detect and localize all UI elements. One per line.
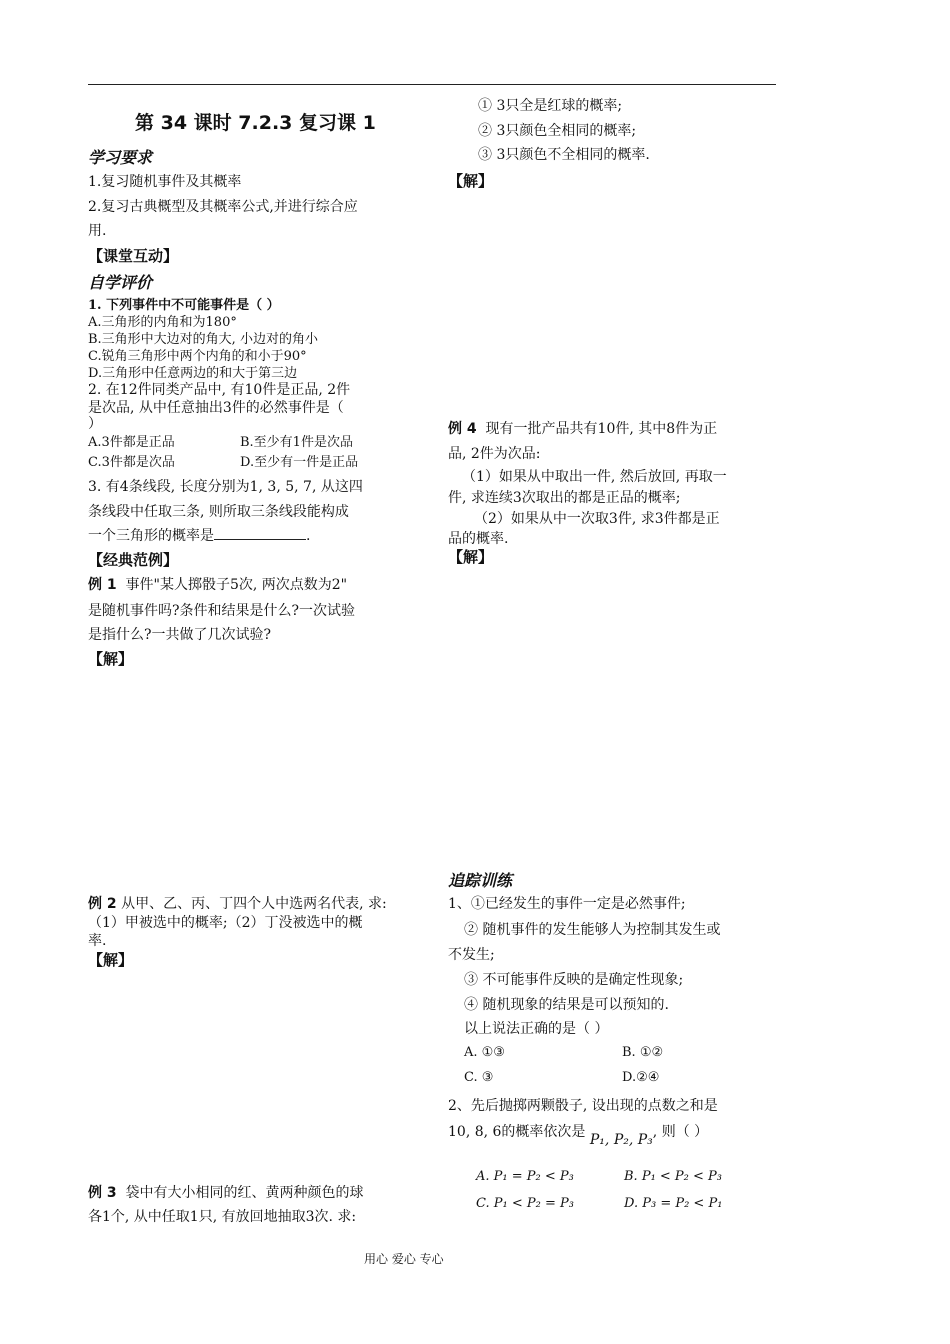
tracking-p2-line-with-vars: 10, 8, 6的概率依次是 P₁, P₂, P₃, 则（ ）	[448, 1124, 709, 1148]
self-eval-heading: 自学评价	[88, 273, 153, 292]
ex4-line: （1）如果从中取出一件, 然后放回, 再取一	[462, 469, 727, 485]
page-title: 第 34 课时 7.2.3 复习课 1	[135, 112, 376, 134]
probability-vars: P₁, P₂, P₃	[589, 1132, 653, 1148]
ex4-line: 品, 2件为次品:	[448, 446, 541, 462]
tracking-p2-line: 2、先后抛掷两颗骰子, 设出现的点数之和是	[448, 1098, 718, 1114]
requirement-item: 2.复习古典概型及其概率公式,并进行综合应	[88, 199, 358, 215]
ex3-line: 各1个, 从中任取1只, 有放回地抽取3次. 求:	[88, 1209, 357, 1225]
tracking-p1-option: C. ③	[464, 1070, 494, 1085]
q1-option: D.三角形中任意两边的和大于第三边	[88, 366, 298, 381]
ex4-line: 件, 求连续3次取出的都是正品的概率;	[448, 490, 681, 506]
q2-stem: 2. 在12件同类产品中, 有10件是正品, 2件	[88, 382, 351, 398]
ex4-line: （2）如果从中一次取3件, 求3件都是正	[474, 511, 720, 527]
ex3-label: 例 3	[88, 1185, 117, 1201]
tracking-p2-option: C. P₁ < P₂ = P₃	[476, 1196, 574, 1211]
tracking-p1-line: 不发生;	[448, 947, 495, 963]
ex1-line: 是指什么?一共做了几次试验?	[88, 627, 272, 643]
page-footer: 用心 爱心 专心	[364, 1252, 444, 1266]
q2-stem: ）	[88, 416, 102, 432]
ex4-label: 例 4	[448, 421, 477, 437]
tracking-p2-option: D. P₃ = P₂ < P₁	[624, 1196, 723, 1211]
ex2-line: 例 2 从甲、乙、丙、丁四个人中选两名代表, 求:	[88, 896, 387, 912]
ex3-line: 例 3 袋中有大小相同的红、黄两种颜色的球	[88, 1185, 364, 1201]
ex2-label: 例 2	[88, 896, 117, 912]
tracking-p1-option: B. ①②	[622, 1045, 664, 1060]
q1-stem: 1. 下列事件中不可能事件是（ ）	[88, 298, 280, 313]
tracking-p2-option: A. P₁ = P₂ < P₃	[476, 1169, 574, 1184]
ex4-line: 品的概率.	[448, 531, 509, 547]
solution-label: 【解】	[448, 172, 494, 190]
ex2-line: 率.	[88, 933, 107, 949]
ex2-line: （1）甲被选中的概率;（2）丁没被选中的概	[88, 915, 363, 931]
q2-option: D.至少有一件是正品	[240, 455, 359, 470]
q1-option: C.锐角三角形中两个内角的和小于90°	[88, 349, 307, 364]
q1-option: A.三角形的内角和为180°	[88, 315, 237, 330]
q2-option: A.3件都是正品	[88, 435, 175, 450]
ex1-line: 例 1 事件"某人掷骰子5次, 两次点数为2"	[88, 577, 348, 593]
solution-label: 【解】	[448, 548, 494, 566]
q3-line: 一个三角形的概率是	[88, 528, 214, 544]
q2-option: B.至少有1件是次品	[240, 435, 353, 450]
requirement-item: 用.	[88, 223, 107, 239]
tracking-heading: 追踪训练	[448, 871, 513, 890]
requirement-item: 1.复习随机事件及其概率	[88, 174, 242, 190]
tracking-p1-line: ④ 随机现象的结果是可以预知的.	[464, 997, 669, 1013]
header-rule	[88, 84, 776, 85]
tracking-p1-option: A. ①③	[464, 1045, 505, 1060]
ex1-label: 例 1	[88, 577, 117, 593]
tracking-p1-line: ② 随机事件的发生能够人为控制其发生或	[464, 922, 721, 938]
solution-label: 【解】	[88, 650, 134, 668]
q1-option: B.三角形中大边对的角大, 小边对的角小	[88, 332, 318, 347]
ex3-sub: ③ 3只颜色不全相同的概率.	[478, 147, 650, 163]
ex1-line: 是随机事件吗?条件和结果是什么?一次试验	[88, 603, 356, 619]
tracking-p1-line: 以上说法正确的是（ ）	[464, 1021, 609, 1037]
tracking-p1-line: 1、①已经发生的事件一定是必然事件;	[448, 896, 686, 912]
q3-line: 3. 有4条线段, 长度分别为1, 3, 5, 7, 从这四	[88, 479, 363, 495]
q3-line: 条线段中任取三条, 则所取三条线段能构成	[88, 504, 349, 520]
answer-blank	[214, 527, 306, 540]
ex3-sub: ① 3只全是红球的概率;	[478, 98, 623, 114]
q3-line-with-blank: 一个三角形的概率是 .	[88, 528, 311, 544]
classroom-heading: 【课堂互动】	[88, 247, 179, 265]
tracking-p1-option: D.②④	[622, 1070, 660, 1085]
classic-heading: 【经典范例】	[88, 551, 179, 569]
tracking-p2-option: B. P₁ < P₂ < P₃	[624, 1169, 723, 1184]
q2-stem: 是次品, 从中任意抽出3件的必然事件是（	[88, 400, 344, 416]
ex3-sub: ② 3只颜色全相同的概率;	[478, 123, 637, 139]
tracking-p1-line: ③ 不可能事件反映的是确定性现象;	[464, 972, 684, 988]
solution-label: 【解】	[88, 951, 134, 969]
q2-option: C.3件都是次品	[88, 455, 175, 470]
study-requirements-heading: 学习要求	[88, 148, 153, 167]
ex4-line: 例 4 现有一批产品共有10件, 其中8件为正	[448, 421, 718, 437]
